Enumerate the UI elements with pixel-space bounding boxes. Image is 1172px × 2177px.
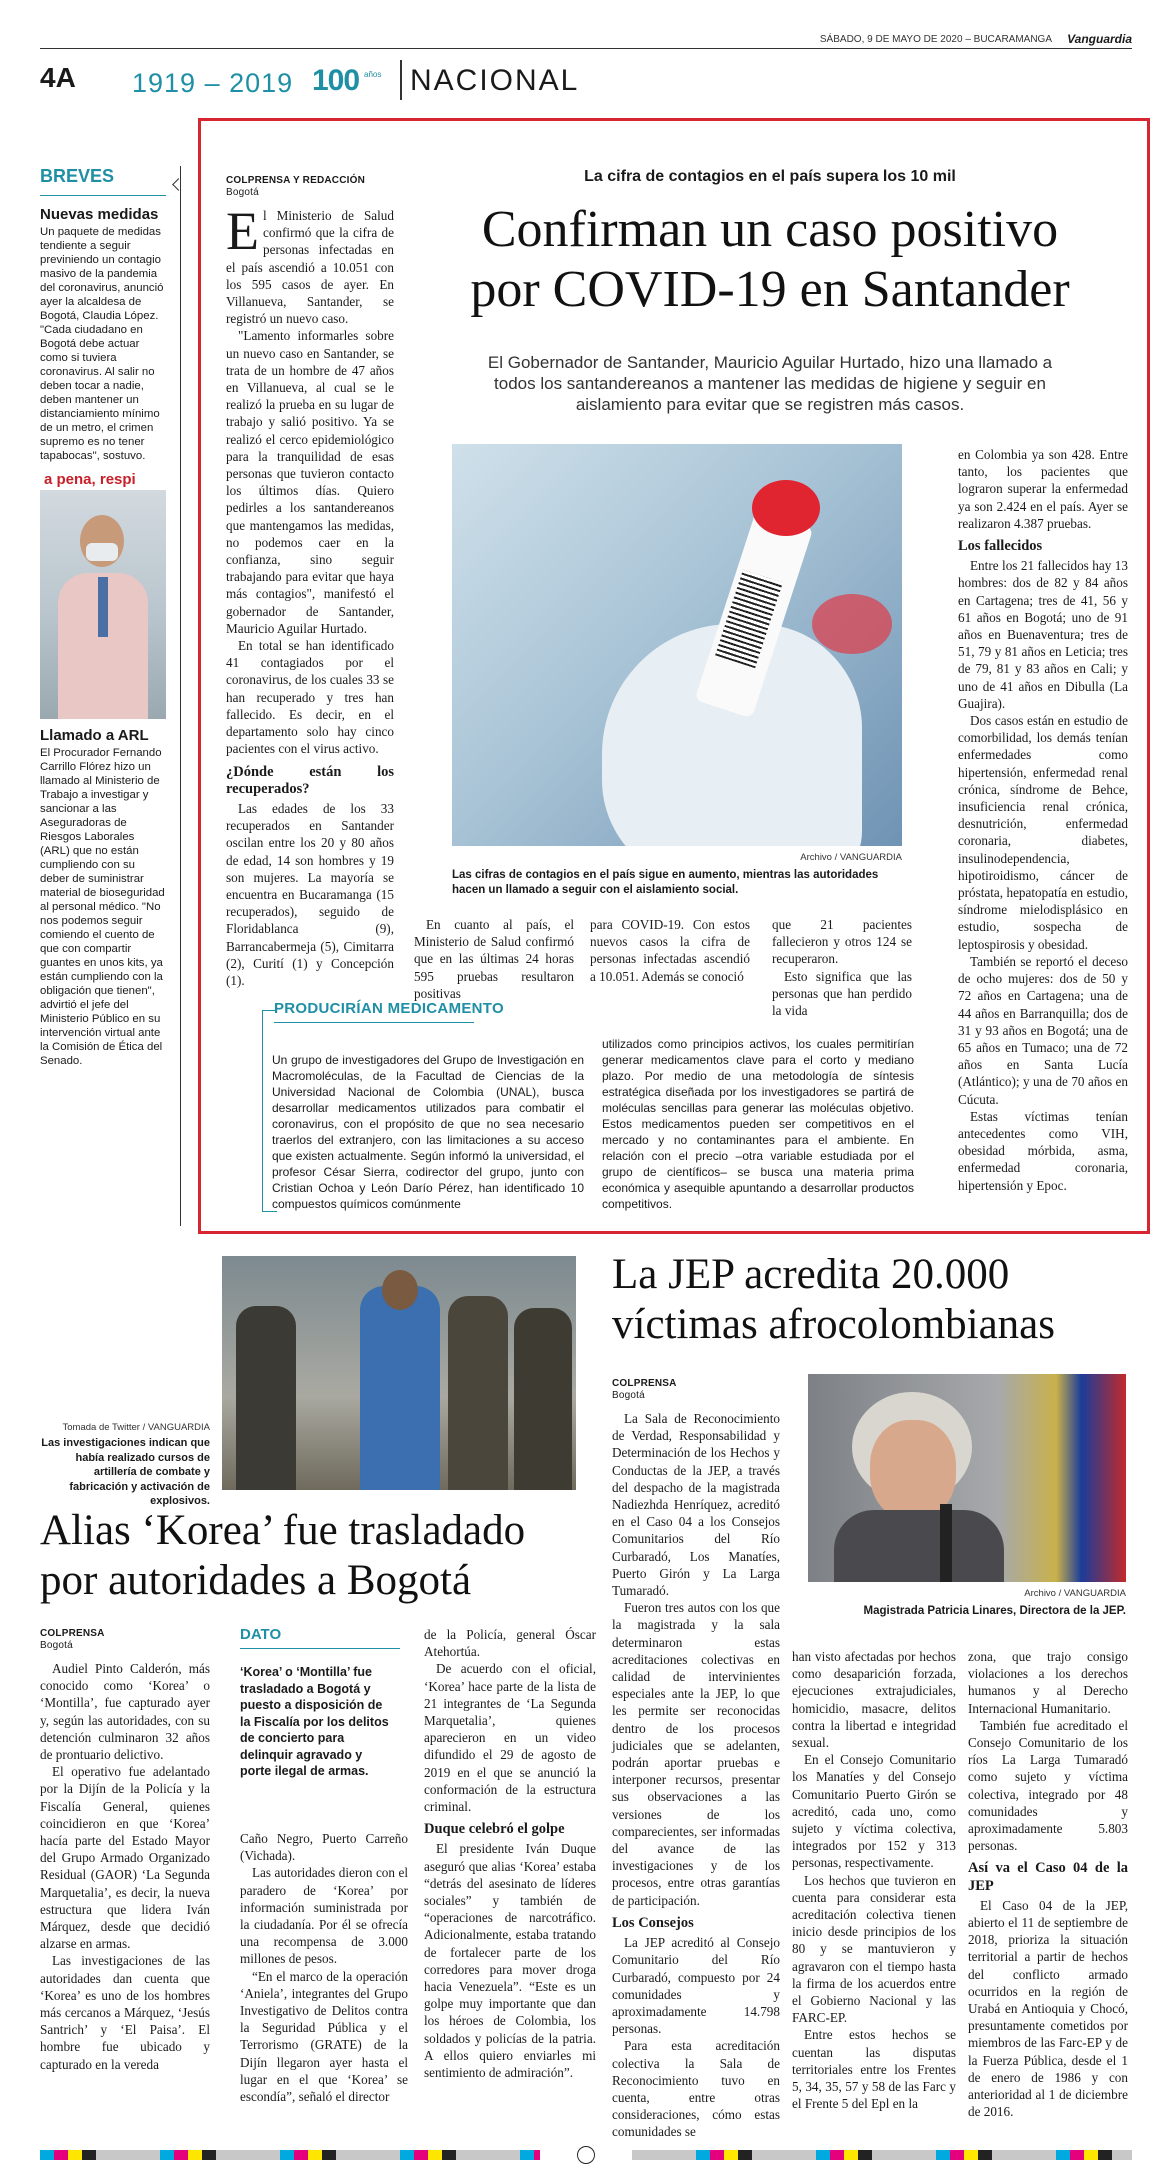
- covid-row-b-text: para COVID-19. Con estos nuevos casos la cifra de personas infectadas ascendió a 10.051. Además se conoció: [590, 917, 750, 984]
- covid-right-p2: Entre los 21 fallecidos hay 13 hombres: dos de 82 y 84 años en Cartagena; tres de 41, 56 y 61 años en Bogotá; uno de 91 años en Buenaventura; tres de 51, 79 y 81 años en Leticia; tres de 79, 81 y 83 años en Cali; y uno de 41 años en Dibulla (La Guajira).: [958, 558, 1128, 711]
- covid-col1-lead: [226, 201, 394, 327]
- registration-mark-icon: [577, 2146, 595, 2164]
- breves-item2-text: El Procurador Fernando Carrillo Flórez hizo un llamado al Ministerio de Trabajo a investigar y sancionar a las Aseguradoras de Riesgos Laborales (ARL) que no están cumpliendo con su deber de suministrar material de bioseguridad al personal médico. "No nos podemos seguir comiendo el cuento de que con compartir guantes en unos kits, ya están cumpliendo con la obligación que tienen", advirtió el jefe del Ministerio Público en su intervención virtual ante la Comisión de Ética del Senado.: [40, 747, 165, 1067]
- covid-col1-p2: "Lamento informarles sobre un nuevo caso en Santander, se trata de un hombre de 47 años en Villanueva, al cual se le realizó la prueba en su lugar de trabajo y salió positivo. Ya se realizó el cerco epidemiológico para la tranquilidad de esas personas que tuvieron contacto los últimos días. Quiero pedirles a los santandereanos que mantengamos las medidas, no podemos caer en la confianza, sino seguir trabajando para evitar que haya más contagios", manifestó el gobernador de Santander, Mauricio Aguilar Hurtado.: [226, 328, 394, 636]
- korea-photo-officer-left: [236, 1306, 296, 1490]
- korea-col3-subhead: Duque celebró el golpe: [424, 1821, 565, 1838]
- jep-col3-p1: zona, que trajo consigo violaciones a los derechos humanos y al Derecho Internacional Humanitario.: [968, 1649, 1128, 1716]
- covid-col1-p3: En total se han identificado 41 contagiados por el coronavirus, de los cuales 33 se han recuperado y tres han fallecido. Es decir, en el departamento solo hay cinco pacientes con el virus activo.: [226, 638, 394, 757]
- anniversary-years: 1919 – 2019: [132, 68, 294, 98]
- anniversary-logo-sub: años: [364, 70, 382, 79]
- korea-dato-text: ‘Korea’ o ‘Montilla’ fue trasladado a Bogotá y puesto a disposición de la Fiscalía por los delitos de concierto para delinquir agravado y porte ilegal de armas.: [240, 1665, 389, 1778]
- korea-col3-p3: El presidente Iván Duque aseguró que alias ‘Korea’ estaba “detrás del asesinato de líderes sociales” y también de “operaciones de narcotráfico. Adicionalmente, estaba tratando de fortalecer parte de los corredores para mover droga hacia Venezuela”. “Este es un golpe muy importante que dan los héroes de Colombia, los soldados y policías de la patria. A ellos quiero enviarles mi sentimiento de admiración”.: [424, 1841, 596, 2081]
- jep-col3: [968, 1648, 1128, 2120]
- korea-photo-credit: Tomada de Twitter / VANGUARDIA: [62, 1422, 210, 1433]
- korea-photo-officer-mid: [448, 1296, 508, 1490]
- covid-deck: El Gobernador de Santander, Mauricio Aguilar Hurtado, hizo una llamado a todos los santandereanos a mantener las medidas de higiene y seguir en aislamiento para evitar que se registren más casos.: [487, 353, 1053, 414]
- korea-credit: [40, 1628, 105, 1652]
- covid-headline-line2: por COVID-19 en Santander: [470, 261, 1070, 318]
- korea-photo-detainee-head: [382, 1270, 418, 1310]
- covid-row-col-b: [590, 916, 750, 985]
- folio-top-rule: [40, 48, 1132, 49]
- jep-col2: [792, 1648, 956, 2112]
- breves-item2-title: Llamado a ARL: [40, 727, 149, 744]
- korea-col1: [40, 1660, 210, 2073]
- jep-col1-p2: Fueron tres autos con los que la magistrada y la sala determinaron estas acreditaciones colectivas en calidad de intervinientes especiales ante la JEP, lo que les permite ser reconocidas dentro de los procesos judiciales que se adelanten, podrán aportar pruebas e interponer recursos, presentar sus observaciones a las versiones de los comparecientes, ser informadas del avance de las investigaciones y de los procesos, entre otras garantías de participación.: [612, 1600, 780, 1908]
- jep-col1-p3: La JEP acreditó al Consejo Comunitario del Río Curbaradó, compuesto por 24 comunidades y aproximadamente 14.798 personas.: [612, 1935, 780, 2037]
- korea-col1-p3: Las investigaciones de las autoridades dan cuenta que ‘Korea’ es uno de los hombres más cercanos a Márquez, ‘Jesús Santrich’ y ‘El Paisa’. El hombre fue ubicado y capturado en la vereda: [40, 1953, 210, 2072]
- covid-col1-subhead: ¿Dónde están los recuperados?: [226, 763, 394, 797]
- jep-col2-p2: En el Consejo Comunitario los Manatíes y del Consejo Comunitario Puerto Girón se acreditó, cada uno, como sujeto y víctima colectiva, integrados por 152 y 313 personas, respectivamente.: [792, 1752, 956, 1871]
- jep-credit: [612, 1378, 677, 1402]
- covid-col1-p4: Las edades de los 33 recuperados en Santander oscilan entre los 20 y 80 años de edad, 14 son hombres y 19 son mujeres. La mayoría se encuentra en Bucaramanga (15 recuperados), seguido de Floridablanca (9), Barrancabermeja (5), Cimitarra (2), Curití (1) y Concepción (1).: [226, 800, 394, 988]
- jep-photo-caption: Magistrada Patricia Linares, Directora de la JEP.: [863, 1605, 1126, 1617]
- jep-col3-subhead: Así va el Caso 04 de la JEP: [968, 1860, 1128, 1894]
- jep-col2-p4: Entre estos hechos se cuentan las disputas territoriales entre los Frentes 5, 34, 35, 57 y 58 de las Farc y el Frente 5 del Epl en la: [792, 2027, 956, 2112]
- covid-headline-line1: Confirman un caso positivo: [481, 201, 1059, 258]
- covid-photo-blur-red: [812, 594, 892, 654]
- korea-dato-rule: [240, 1648, 400, 1649]
- covid-photo-caption: Las cifras de contagios en el país sigue en aumento, mientras las autoridades hacen un llamado a seguir con el aislamiento social.: [452, 869, 879, 896]
- print-color-bar-left: [40, 2150, 540, 2160]
- korea-dato-label: DATO: [240, 1626, 282, 1643]
- korea-photo-officer-right: [514, 1308, 572, 1490]
- covid-col1: [226, 201, 394, 989]
- breves-bracket: [180, 166, 187, 1226]
- covid-box-title-rule: [274, 1022, 474, 1023]
- korea-col3-p1: de la Policía, general Óscar Atehortúa.: [424, 1627, 596, 1660]
- korea-headline: [40, 1506, 600, 1606]
- brand-name: Vanguardia: [1067, 32, 1132, 46]
- covid-row-a-text: En cuanto al país, el Ministerio de Salud confirmó que en las últimas 24 horas 595 pruebas resultaron positivas: [414, 917, 574, 1001]
- korea-col1-p1: Audiel Pinto Calderón, más conocido como ‘Korea’ o ‘Montilla’, fue capturado ayer y, según las autoridades, con su detención culminaron 32 años de prontuario delictivo.: [40, 1661, 210, 1763]
- korea-credit-agency: COLPRENSA: [40, 1628, 105, 1639]
- covid-right-p5: Estas víctimas tenían antecedentes como VIH, obesidad mórbida, asma, enfermedad coronaria, hipertensión y Epoc.: [958, 1108, 1128, 1193]
- breves-photo-banner: a pena, respi: [40, 469, 166, 490]
- breves-heading-rule: [40, 195, 166, 196]
- jep-headline: [612, 1250, 1132, 1350]
- section-name: NACIONAL: [410, 64, 580, 97]
- covid-credit: [226, 175, 365, 199]
- korea-photo-caption: Las investigaciones indican que había realizado cursos de artillería de combate y fabricación y activación de explosivos.: [41, 1437, 210, 1507]
- korea-col3: [424, 1626, 596, 2081]
- covid-credit-agency: COLPRENSA Y REDACCIÓN: [226, 175, 366, 186]
- jep-col1-p1: La Sala de Reconocimiento de Verdad, Responsabilidad y Determinación de los Hechos y Conductas de la JEP, a través del despacho de la magistrada Nadiezhda Henríquez, acreditó en el Caso 04 a los Consejos Comunitarios del Río Curbaradó, Los Manatíes, Puerto Girón y La Larga Tumaradó.: [612, 1411, 780, 1599]
- jep-headline-line2: víctimas afrocolombianas: [612, 1301, 1055, 1348]
- korea-col2-p2: Las autoridades dieron con el paradero de ‘Korea’ por información suministrada por la ciudadanía. Por él se ofrecía una recompensa de 3.000 millones de pesos.: [240, 1865, 408, 1967]
- covid-photo-credit: Archivo / VANGUARDIA: [800, 852, 902, 863]
- korea-credit-location: Bogotá: [40, 1640, 73, 1651]
- covid-col1-lead-text: l Ministerio de Salud confirmó que la cifra de personas infectadas en el país ascendió a 10.051 con los 595 casos de ayer. En Villanueva, Santander, se registró un nuevo caso.: [226, 208, 394, 327]
- covid-credit-location: Bogotá: [226, 187, 259, 198]
- jep-col3-p2: También fue acreditado el Consejo Comunitario de los ríos La Larga Tumaradó como sujeto y víctima colectiva, integrado por 48 comunidades y aproximadamente 5.803 personas.: [968, 1717, 1128, 1854]
- covid-row-col-a: [414, 916, 574, 1002]
- section-divider: [400, 60, 402, 100]
- korea-col2: [240, 1830, 408, 2105]
- korea-col2-p1: Caño Negro, Puerto Carreño (Vichada).: [240, 1831, 408, 1864]
- jep-photo-person-body: [834, 1510, 1004, 1582]
- covid-right-subhead: Los fallecidos: [958, 538, 1043, 555]
- covid-right-col: [958, 446, 1128, 1194]
- jep-col1-p4: Para esta acreditación colectiva la Sala de Reconocimiento tuvo en cuenta, entre otras consideraciones, cómo estas comunidades se: [612, 2038, 780, 2140]
- anniversary-logo: [312, 64, 382, 100]
- breves-photo-person-mask: [86, 543, 118, 561]
- jep-col2-p1: han visto afectadas por hechos como desaparición forzada, ejecuciones extrajudiciales, homicidio, masacre, delitos contra la libertad e integridad sexual.: [792, 1649, 956, 1751]
- covid-headline: [440, 200, 1100, 320]
- korea-col2-p3: “En el marco de la operación ‘Aniela’, integrantes del Grupo Investigativo de Delitos contra la Seguridad Pública y el Terrorismo (GRATE) de la Dijín llegaron ayer hasta el lugar en el que ‘Korea’ se escondía”, señaló el director: [240, 1968, 408, 2105]
- covid-row-c2-text: Esto significa que las personas que han perdido la vida: [772, 968, 912, 1019]
- breves-photo: [40, 469, 166, 719]
- page-number: 4A: [40, 62, 76, 93]
- jep-headline-line1: La JEP acredita 20.000: [612, 1251, 1010, 1298]
- korea-photo-detainee: [360, 1286, 440, 1490]
- covid-photo: [452, 444, 902, 846]
- korea-col3-p2: De acuerdo con el oficial, ‘Korea’ hace parte de la lista de 21 integrantes de ‘La Segunda Marquetalia’, quienes aparecieron en un video difundido el 29 de agosto de 2019 en el que se anunció la conformación de la estructura criminal.: [424, 1661, 596, 1815]
- covid-right-p4: También se reportó el deceso de ocho mujeres: dos de 50 y 72 años en Cartagena; una de 44 años en Barranquilla; dos de 31 y 93 años en Bogotá; una de 65 años en Tumaco; una de 72 años en Santa Lucía (Atlántico); y una de 70 años en Cúcuta.: [958, 953, 1128, 1107]
- anniversary-logo-number: 100: [312, 64, 360, 97]
- korea-headline-line1: Alias ‘Korea’ fue trasladado: [40, 1507, 526, 1554]
- jep-col1-subhead: Los Consejos: [612, 1914, 694, 1931]
- covid-box-title: PRODUCIRÍAN MEDICAMENTO: [274, 1000, 504, 1017]
- breves-heading: BREVES: [40, 166, 115, 186]
- covid-row-col-c: [772, 916, 912, 1019]
- breves-sidebar: [40, 166, 166, 1068]
- breves-item1-text: Un paquete de medidas tendiente a seguir previniendo un contagio masivo de la pandemia del coronavirus, anunció ayer la alcaldesa de Bogotá, Claudia López. "Cada ciudadano en Bogotá debe actuar como si tuviera coronavirus. Al salir no deben tocar a nadie, deben mantener un distanciamiento mínimo de un metro, el crimen supremo es no tener tapabocas", sostuvo.: [40, 226, 164, 462]
- print-color-bar-right: [632, 2150, 1132, 2160]
- covid-right-p1: en Colombia ya son 428. Entre tanto, los pacientes que lograron superar la enfermedad ya son 2.424 en el país. Ayer se realizaron 4.387 pruebas.: [958, 447, 1128, 531]
- jep-photo: [808, 1374, 1126, 1582]
- covid-right-p3: Dos casos están en estudio de comorbilidad, los demás tenían enfermedades como hipertensión, enfermedad renal crónica, síndrome de Behce, insuficiencia renal crónica, desnutrición, enfermedad coronaria, diabetes, insulinodependencia, hipotiroidismo, cáncer de próstata, hepatopatía en estudio, síndrome mielodisplásico en estudio, sospecha de leptospirosis y obesidad.: [958, 713, 1128, 952]
- covid-dropcap: E: [226, 201, 259, 261]
- jep-credit-agency: COLPRENSA: [612, 1378, 677, 1389]
- jep-photo-credit: Archivo / VANGUARDIA: [1024, 1588, 1126, 1599]
- jep-photo-microphone: [940, 1504, 952, 1582]
- korea-headline-line2: por autoridades a Bogotá: [40, 1557, 472, 1604]
- korea-photo: [222, 1256, 576, 1490]
- jep-credit-location: Bogotá: [612, 1390, 645, 1401]
- breves-photo-tie: [98, 577, 108, 637]
- covid-box-col1: Un grupo de investigadores del Grupo de Investigación en Macromoléculas, de la Facultad de Ciencias de la Universidad Nacional de Colombia (UNAL), busca desarrollar medicamentos utilizados para combatir el coronavirus, con el propósito de que no sea necesario traerlos del extranjero, con las limitaciones a su acceso que existen actualmente. Según informó la universidad, el profesor César Sierra, codirector del grupo, junto con Cristian Ochoa y León Darío Pérez, han identificado 10 compuestos químicos comúnmente: [272, 1053, 584, 1211]
- korea-col1-p2: El operativo fue adelantado por la Dijín de la Policía y la Fiscalía General, quienes coincidieron en que ‘Korea’ hacía parte del Estado Mayor del Grupo Armado Organizado Residual (GAOR) ‘La Segunda Marquetalia’, es decir, la nueva estructura que lidera Iván Márquez, desde que decidió alzarse en armas.: [40, 1764, 210, 1952]
- covid-photo-cap: [752, 480, 820, 536]
- jep-col3-p3: El Caso 04 de la JEP, abierto el 11 de septiembre de 2018, prioriza la situación territorial a partir de hechos del conflicto armado ocurridos en la región de Urabá en Antioquia y Chocó, presuntamente cometidos por miembros de las Farc-EP y de la Fuerza Pública, desde el 1 de enero de 1986 y con anterioridad al 1 de diciembre de 2016.: [968, 1897, 1128, 2120]
- breves-item1-title: Nuevas medidas: [40, 206, 159, 223]
- covid-row-c-text: que 21 pacientes fallecieron y otros 124 se recuperaron.: [772, 917, 912, 967]
- folio-date-line: SÁBADO, 9 DE MAYO DE 2020 – BUCARAMANGA: [819, 34, 1052, 45]
- covid-box-col2: utilizados como principios activos, los cuales permitirían generar medicamentos clave para el corto y mediano plazo. Por medio de una metodología de síntesis estratégica diseñada por los investigadores se partirá de moléculas sencillas para generar las moléculas objetivo. Estos medicamentos pueden ser competitivos en el mercado y no contaminantes para el ambiente. En relación con el precio –otra variable estudiada por el grupo de científicos– se busca una materia prima económica y asequible apuntando a desarrollar productos competitivos.: [602, 1037, 914, 1211]
- covid-kicker: La cifra de contagios en el país supera los 10 mil: [584, 168, 956, 185]
- jep-col1: [612, 1410, 780, 2141]
- jep-col2-p3: Los hechos que tuvieron en cuenta para considerar esta acreditación colectiva tienen inicio desde principios de los 80 y se mantuvieron y agravaron con el tiempo hasta la firma de los acuerdos entre el Gobierno Nacional y las FARC-EP.: [792, 1872, 956, 2026]
